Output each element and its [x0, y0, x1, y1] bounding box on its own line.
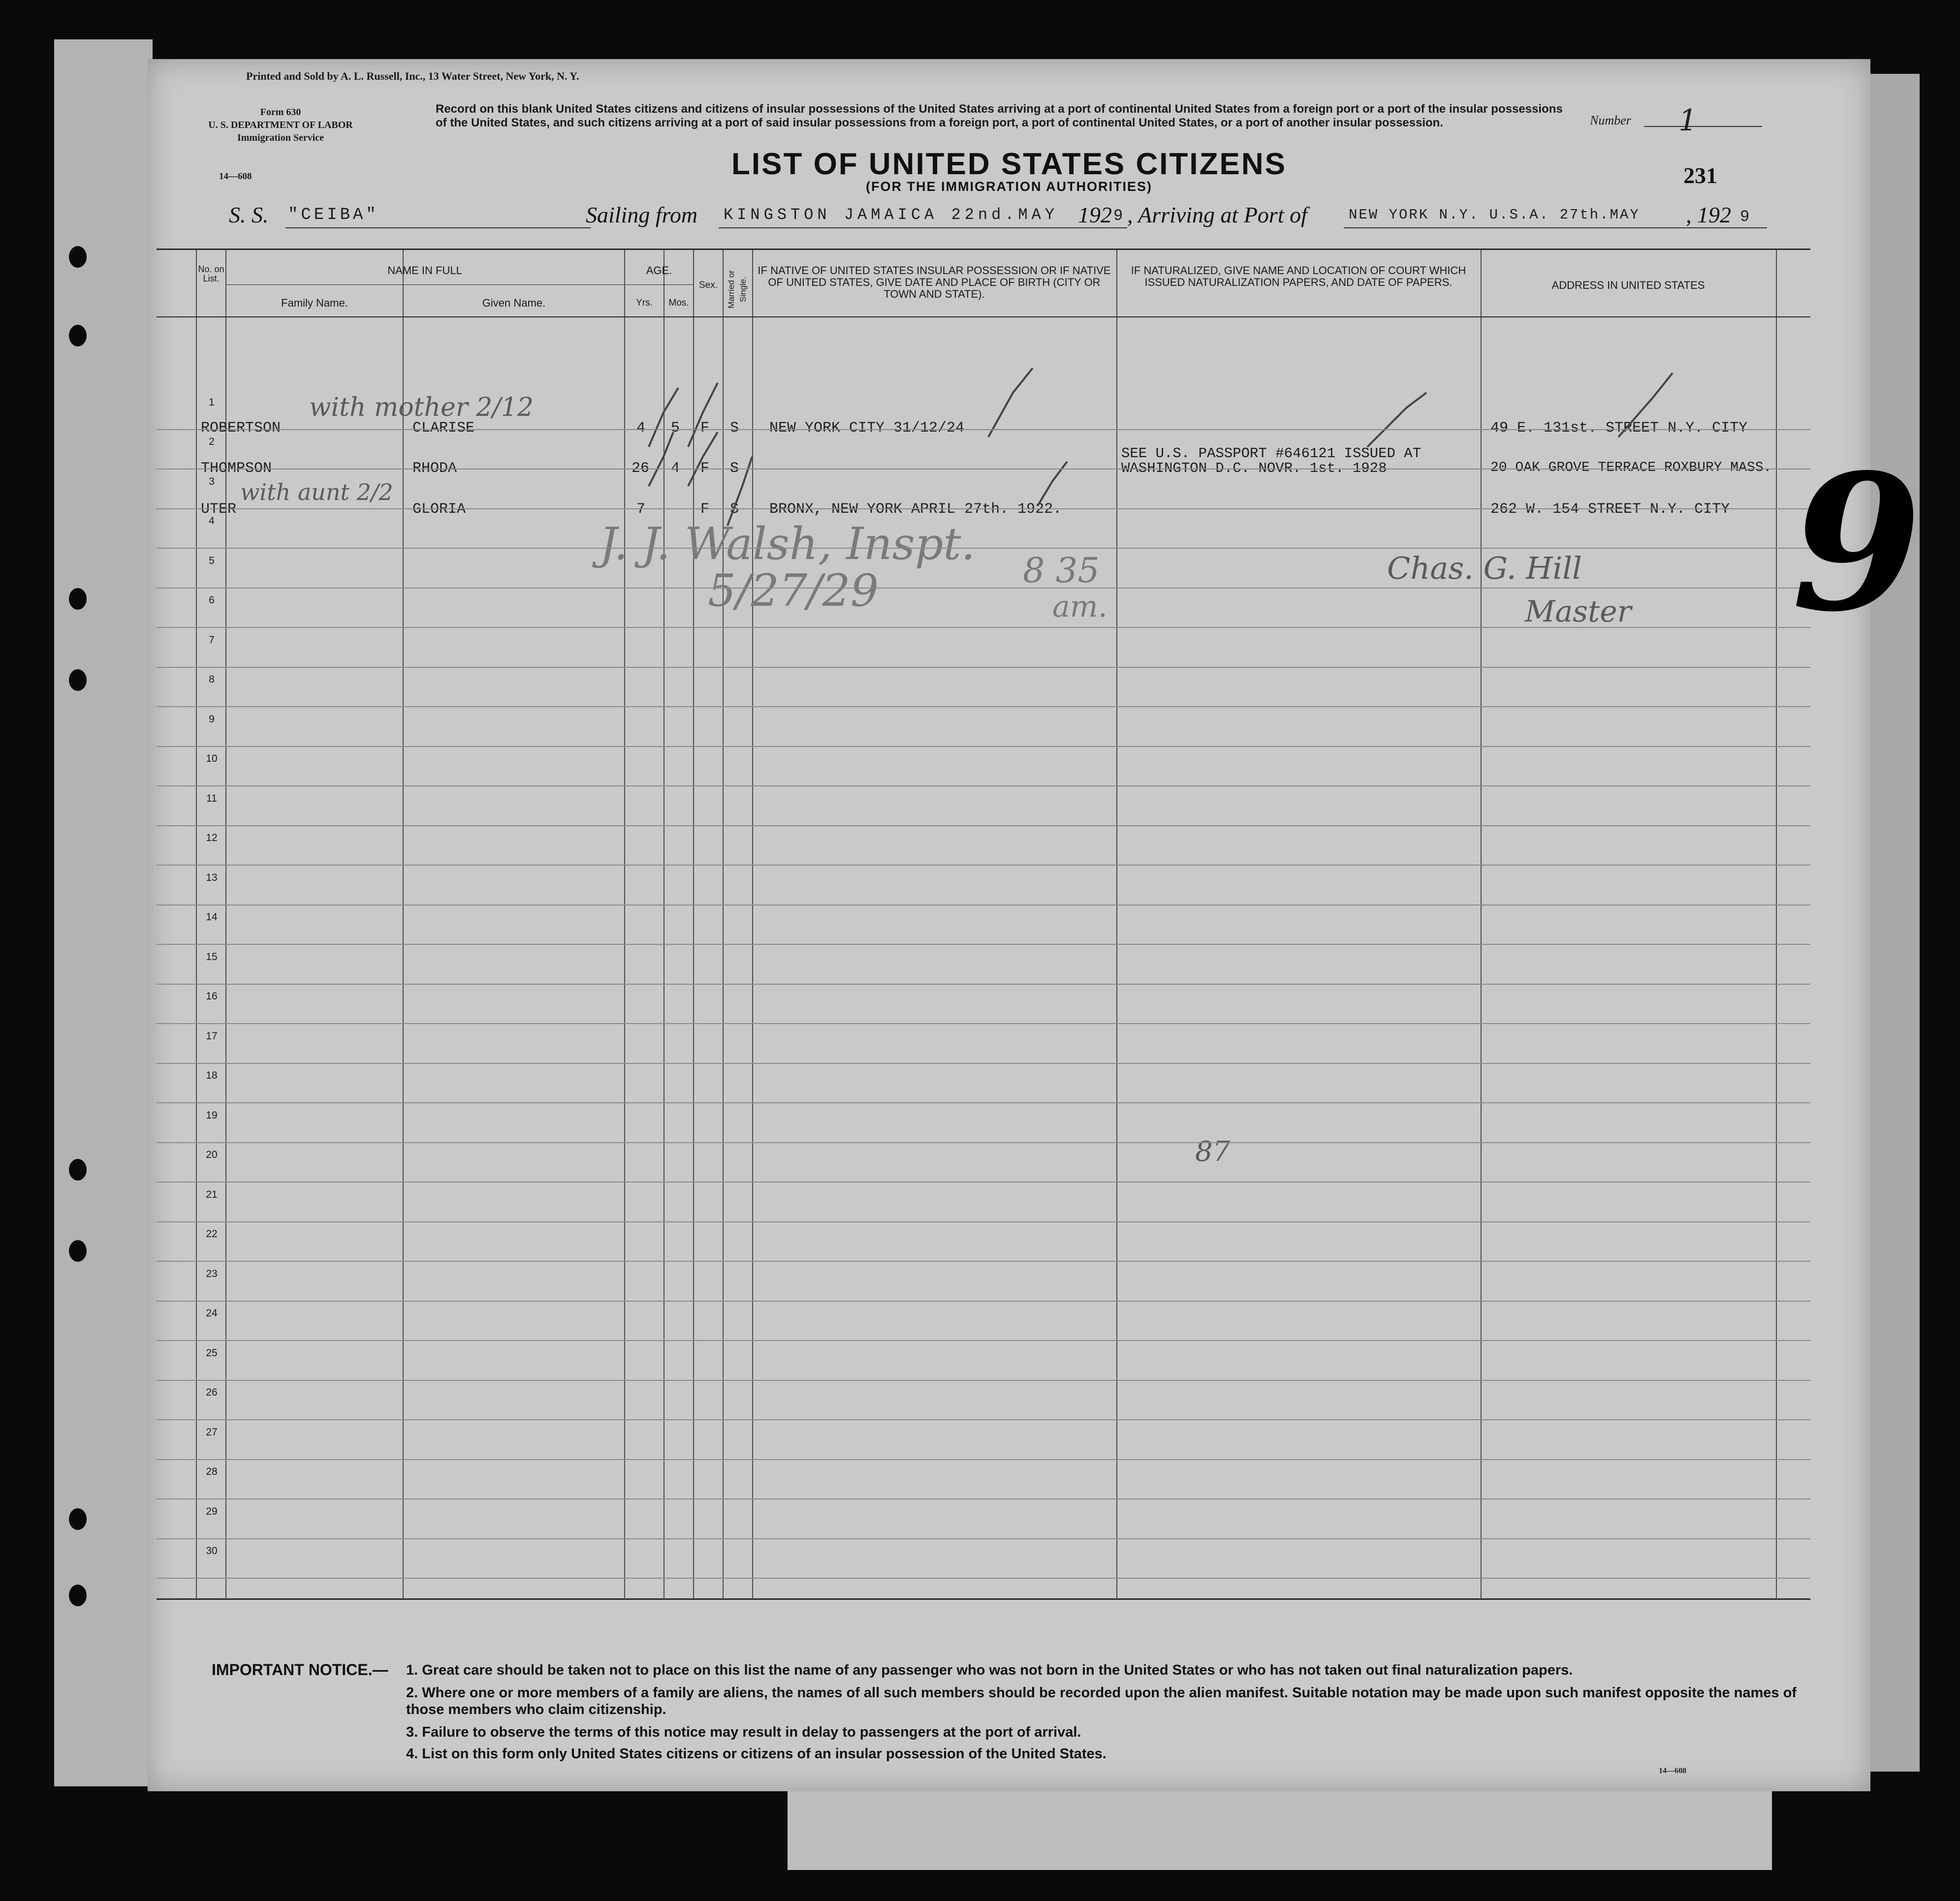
row-rule [157, 706, 1810, 707]
row-rule [157, 746, 1810, 747]
passenger-2-mos: 4 [671, 460, 680, 477]
row-rule [157, 785, 1810, 786]
passenger-3-status: S [730, 501, 739, 518]
notice-item-1: 1. Great care should be taken not to place on this list the name of any passenger who was not born in the United States or who has not taken out final naturalization papers. [406, 1662, 1573, 1678]
passenger-3-family: UTER [201, 501, 237, 518]
margin-nine: 9 [1792, 433, 1922, 653]
punch-hole [69, 1508, 87, 1530]
passenger-2-yrs: 26 [632, 460, 650, 477]
col-given-name: Given Name. [482, 297, 546, 309]
row-rule [157, 1221, 1810, 1222]
sailing-year-suffix: 9 [1113, 207, 1123, 225]
row-number: 4 [209, 515, 215, 527]
row-number: 7 [209, 634, 215, 646]
row-rule [157, 1023, 1810, 1024]
punch-hole [69, 588, 87, 610]
row-number: 15 [206, 951, 218, 963]
passenger-1-given: CLARISE [412, 420, 475, 436]
underlying-sheet-left [54, 39, 153, 1786]
row-rule [157, 1182, 1810, 1183]
passenger-1-sex: F [700, 420, 710, 436]
row-number: 28 [206, 1466, 218, 1477]
check-mark [1618, 373, 1673, 437]
form-number: Form 630 [260, 107, 301, 118]
notice-item-4: 4. List on this form only United States citizens or citizens of an insular possession of the United States. [406, 1746, 1106, 1762]
col-name-in-full: NAME IN FULL [387, 264, 462, 277]
ship-line [285, 227, 591, 228]
sailing-from: KINGSTON JAMAICA 22nd.MAY [724, 206, 1059, 224]
row-number: 29 [206, 1505, 218, 1517]
col-naturalized: IF NATURALIZED, GIVE NAME AND LOCATION OF COURT WHICH ISSUED NATURALIZATION PAPERS, AND DATE OF PAPERS. [1131, 264, 1466, 288]
form-code-footer: 14—608 [1659, 1767, 1686, 1775]
sailing-line [719, 227, 1127, 228]
inspection-time: 8 35 [1023, 550, 1100, 591]
number-value: 1 [1678, 103, 1698, 138]
row-number: 3 [209, 475, 215, 487]
master-title: Master [1525, 594, 1632, 629]
inspection-time-am: am. [1052, 590, 1107, 624]
row-rule [157, 1102, 1810, 1103]
row-rule [157, 1498, 1810, 1499]
arriving-year-prefix: , 192 [1686, 202, 1731, 227]
check-mark [688, 383, 718, 447]
col-sex: Sex. [698, 280, 718, 290]
service: Immigration Service [237, 132, 324, 143]
notice-heading: IMPORTANT NOTICE.— [212, 1661, 388, 1679]
row-number: 14 [206, 911, 218, 923]
form-code: 14—608 [219, 171, 252, 182]
row-number: 19 [206, 1109, 218, 1121]
inspector-signature: J. J. Walsh, Inspt. [600, 518, 976, 570]
punch-hole [69, 669, 87, 691]
row-number: 23 [206, 1268, 218, 1279]
arriving-label: , Arriving at Port of [1127, 202, 1307, 227]
checkmark-strokes [157, 250, 1810, 594]
handwritten-note-aunt: with aunt 2/2 [240, 479, 393, 505]
row-number: 25 [206, 1347, 218, 1359]
row-number: 9 [209, 713, 215, 725]
row-rule [157, 627, 1810, 628]
row-number: 13 [206, 872, 218, 883]
check-mark [727, 457, 752, 526]
sailing-label: Sailing from [586, 202, 698, 227]
ss-label: S. S. [229, 202, 269, 227]
passenger-table [157, 249, 1810, 1600]
row-number: 22 [206, 1228, 218, 1240]
col-yrs: Yrs. [636, 298, 653, 308]
row-number: 10 [206, 753, 218, 764]
col-family-name: Family Name. [281, 297, 348, 309]
row-number: 30 [206, 1545, 218, 1557]
passenger-1-address: 49 E. 131st. STREET N.Y. CITY [1490, 420, 1748, 436]
row-number: 17 [206, 1030, 218, 1042]
row-number: 27 [206, 1426, 218, 1438]
arriving-line [1344, 227, 1767, 228]
master-name: Chas. G. Hill [1387, 550, 1582, 586]
page-subtitle: (FOR THE IMMIGRATION AUTHORITIES) [866, 179, 1152, 194]
row-rule [157, 1538, 1810, 1539]
row-rule [157, 429, 1810, 430]
row-number: 21 [206, 1188, 218, 1200]
punch-hole [69, 1159, 87, 1181]
row-rule [157, 944, 1810, 945]
passenger-1-mos: 5 [671, 420, 680, 436]
row-number: 16 [206, 991, 218, 1002]
row-rule [157, 667, 1810, 668]
col-age: AGE. [646, 264, 672, 277]
col-native: IF NATIVE OF UNITED STATES INSULAR POSSESSION OR IF NATIVE OF UNITED STATES, GIVE DATE AND PLACE OF BIRTH (CITY OR TOWN AND STATE). [758, 264, 1111, 300]
row-rule [157, 548, 1810, 549]
sailing-year-prefix: 192 [1078, 202, 1112, 227]
row-number: 6 [209, 594, 215, 606]
passenger-1-yrs: 4 [636, 420, 646, 436]
passenger-1-status: S [730, 420, 739, 436]
record-instructions: Record on this blank United States citizens and citizens of insular possessions of the United States arriving at a port of continental United States from a foreign port or a port of the insular possessions of the United States, and such citizens arriving at a port of said insular possessions from a foreign port, a port of continental United States, or a port of another insular possession. [436, 102, 1563, 129]
col-married: Married or Single. [727, 270, 748, 309]
arriving-year-suffix: 9 [1740, 208, 1750, 226]
row-number: 26 [206, 1387, 218, 1398]
passenger-2-status: S [730, 460, 739, 477]
row-rule [157, 1459, 1810, 1460]
row-rule [157, 508, 1810, 509]
number-line [1644, 126, 1762, 127]
check-mark [1367, 393, 1426, 447]
row-number: 2 [209, 436, 215, 447]
page-number: 231 [1683, 163, 1717, 188]
row-rule [157, 1142, 1810, 1143]
inspection-date: 5/27/29 [708, 565, 879, 617]
passenger-1-family: ROBERTSON [201, 420, 281, 436]
manifest-page [148, 59, 1870, 1791]
row-number: 5 [209, 555, 215, 566]
punch-hole [69, 246, 87, 268]
row-number: 12 [206, 832, 218, 843]
passenger-2-naturalized: SEE U.S. PASSPORT #646121 ISSUED AT [1121, 445, 1422, 462]
row-rule [157, 468, 1810, 469]
row-rule [157, 825, 1810, 826]
form-block [197, 106, 364, 144]
check-mark [988, 368, 1033, 437]
passenger-1-birth: NEW YORK CITY 31/12/24 [769, 420, 965, 436]
col-address: ADDRESS IN UNITED STATES [1551, 279, 1705, 291]
ship-name: "CEIBA" [288, 206, 379, 224]
row-rule [157, 865, 1810, 866]
printer-imprint: Printed and Sold by A. L. Russell, Inc., 13 Water Street, New York, N. Y. [246, 70, 579, 82]
row-rule [157, 904, 1810, 905]
check-mark [688, 432, 718, 486]
row-number: 11 [206, 792, 217, 804]
passenger-3-sex: F [700, 501, 710, 518]
passenger-2-sex: F [700, 460, 710, 477]
row-number: 20 [206, 1149, 218, 1160]
passenger-3-yrs: 7 [636, 501, 646, 518]
notice-item-2: 2. Where one or more members of a family are aliens, the names of all such members should be recorded upon the alien manifest. Suitable notation may be made upon such manifest opposite the names of those members who claim citizenship. [406, 1685, 1797, 1717]
passenger-3-given: GLORIA [412, 501, 466, 518]
row-rule [157, 1578, 1810, 1579]
punch-hole [69, 325, 87, 346]
row-rule [157, 1261, 1810, 1262]
passenger-3-birth: BRONX, NEW YORK APRIL 27th. 1922. [769, 501, 1062, 518]
arriving-port: NEW YORK N.Y. U.S.A. 27th.MAY [1349, 207, 1640, 223]
passenger-2-address: 20 OAK GROVE TERRACE ROXBURY MASS. [1490, 460, 1772, 475]
row-rule [157, 984, 1810, 985]
handwritten-note-mother: with mother 2/12 [309, 393, 534, 422]
row-rule [157, 1063, 1810, 1064]
check-mark [649, 388, 678, 447]
passenger-2-given: RHODA [412, 460, 457, 477]
punch-hole [69, 1585, 87, 1606]
department: U. S. DEPARTMENT OF LABOR [208, 120, 353, 130]
row-rule [157, 1340, 1810, 1341]
row-number: 1 [209, 396, 215, 408]
margin-number: 87 [1195, 1136, 1231, 1168]
row-rule [157, 588, 1810, 589]
punch-hole [69, 1240, 87, 1262]
notice-item-3: 3. Failure to observe the terms of this notice may result in delay to passengers at the port of arrival. [406, 1724, 1081, 1740]
page-title: LIST OF UNITED STATES CITIZENS [731, 147, 1287, 181]
col-mos: Mos. [668, 298, 689, 308]
row-rule [157, 1301, 1810, 1302]
row-number: 18 [206, 1070, 218, 1081]
row-number: 24 [206, 1308, 218, 1319]
row-number: 8 [209, 674, 215, 685]
row-rule [157, 1419, 1810, 1420]
passenger-2-naturalized-2: WASHINGTON D.C. NOVR. 1st. 1928 [1121, 460, 1387, 476]
number-label: Number [1590, 113, 1631, 127]
row-rule [157, 1380, 1810, 1381]
col-no: No. on List. [198, 264, 224, 283]
passenger-3-address: 262 W. 154 STREET N.Y. CITY [1490, 501, 1730, 518]
passenger-2-family: THOMPSON [201, 460, 272, 477]
